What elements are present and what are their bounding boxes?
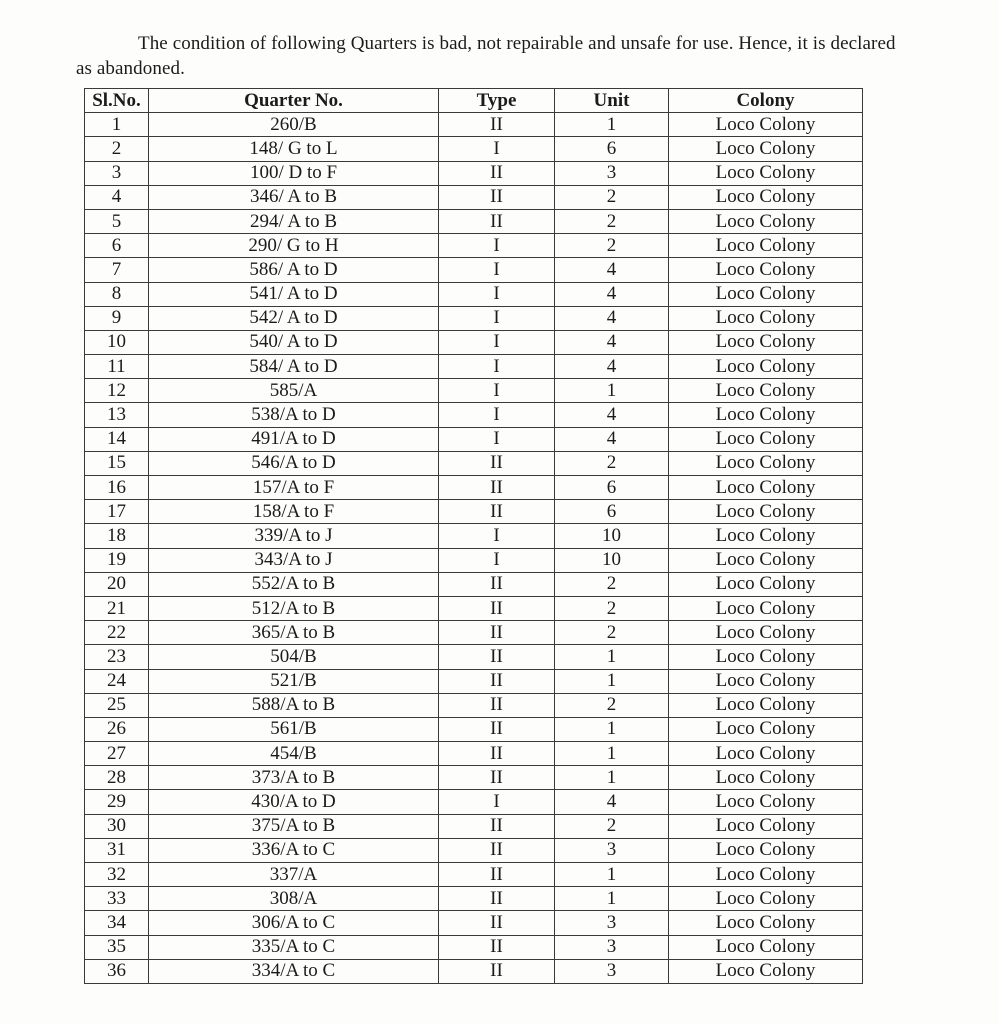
table-row [85,355,863,379]
table-row [85,476,863,500]
table-row [85,234,863,258]
cell-type: I [439,330,555,354]
cell-sl-no: 30 [85,814,149,838]
cell-quarter-no: 584/ A to D [149,355,439,379]
cell-unit: 2 [555,596,669,620]
cell-quarter-no: 375/A to B [149,814,439,838]
cell-type: I [439,355,555,379]
cell-sl-no: 25 [85,693,149,717]
cell-quarter-no: 158/A to F [149,500,439,524]
table-row [85,911,863,935]
cell-type: II [439,572,555,596]
cell-type: II [439,863,555,887]
table-row [85,863,863,887]
cell-sl-no: 33 [85,887,149,911]
cell-sl-no: 31 [85,838,149,862]
notice-paragraph: The condition of following Quarters is bad, not repairable and unsafe for use. Hence, it is declared as abandoned. [76,33,896,79]
cell-colony: Loco Colony [669,863,863,887]
cell-quarter-no: 148/ G to L [149,137,439,161]
table-row [85,742,863,766]
table-row [85,451,863,475]
table-row [85,572,863,596]
cell-type: II [439,959,555,983]
cell-type: II [439,669,555,693]
cell-colony: Loco Colony [669,669,863,693]
table-row [85,137,863,161]
cell-type: II [439,911,555,935]
cell-sl-no: 8 [85,282,149,306]
cell-unit: 2 [555,209,669,233]
table-row [85,621,863,645]
cell-quarter-no: 546/A to D [149,451,439,475]
cell-unit: 2 [555,572,669,596]
cell-sl-no: 24 [85,669,149,693]
cell-unit: 10 [555,524,669,548]
cell-quarter-no: 521/B [149,669,439,693]
cell-type: I [439,427,555,451]
cell-unit: 1 [555,717,669,741]
cell-unit: 1 [555,645,669,669]
cell-quarter-no: 512/A to B [149,596,439,620]
cell-quarter-no: 336/A to C [149,838,439,862]
cell-sl-no: 16 [85,476,149,500]
cell-quarter-no: 100/ D to F [149,161,439,185]
cell-type: II [439,476,555,500]
cell-quarter-no: 346/ A to B [149,185,439,209]
cell-colony: Loco Colony [669,838,863,862]
table-row [85,717,863,741]
cell-type: II [439,693,555,717]
cell-colony: Loco Colony [669,959,863,983]
cell-type: I [439,306,555,330]
cell-type: I [439,379,555,403]
cell-unit: 4 [555,355,669,379]
cell-sl-no: 35 [85,935,149,959]
cell-type: I [439,282,555,306]
cell-quarter-no: 334/A to C [149,959,439,983]
header-unit: Unit [555,89,669,113]
cell-quarter-no: 373/A to B [149,766,439,790]
cell-type: II [439,500,555,524]
cell-colony: Loco Colony [669,209,863,233]
cell-unit: 6 [555,476,669,500]
cell-colony: Loco Colony [669,161,863,185]
cell-sl-no: 12 [85,379,149,403]
cell-unit: 2 [555,234,669,258]
cell-colony: Loco Colony [669,258,863,282]
cell-unit: 4 [555,282,669,306]
cell-colony: Loco Colony [669,717,863,741]
cell-colony: Loco Colony [669,742,863,766]
cell-unit: 1 [555,669,669,693]
cell-unit: 4 [555,790,669,814]
cell-sl-no: 23 [85,645,149,669]
cell-colony: Loco Colony [669,137,863,161]
cell-colony: Loco Colony [669,476,863,500]
abandoned-quarters-table [84,88,863,984]
table-row [85,645,863,669]
cell-quarter-no: 588/A to B [149,693,439,717]
cell-colony: Loco Colony [669,887,863,911]
cell-type: II [439,209,555,233]
cell-sl-no: 7 [85,258,149,282]
cell-unit: 3 [555,838,669,862]
cell-type: II [439,742,555,766]
cell-colony: Loco Colony [669,500,863,524]
cell-colony: Loco Colony [669,379,863,403]
table-row [85,669,863,693]
table-row [85,596,863,620]
cell-sl-no: 11 [85,355,149,379]
table-row [85,935,863,959]
cell-colony: Loco Colony [669,790,863,814]
table-body [85,113,863,984]
table-row [85,500,863,524]
cell-unit: 3 [555,161,669,185]
cell-sl-no: 17 [85,500,149,524]
cell-colony: Loco Colony [669,185,863,209]
cell-sl-no: 28 [85,766,149,790]
cell-unit: 2 [555,185,669,209]
cell-colony: Loco Colony [669,548,863,572]
table-row [85,209,863,233]
cell-sl-no: 22 [85,621,149,645]
cell-quarter-no: 290/ G to H [149,234,439,258]
cell-sl-no: 1 [85,113,149,137]
cell-type: II [439,185,555,209]
cell-colony: Loco Colony [669,330,863,354]
cell-colony: Loco Colony [669,572,863,596]
table-row [85,524,863,548]
cell-unit: 1 [555,766,669,790]
cell-colony: Loco Colony [669,113,863,137]
cell-sl-no: 26 [85,717,149,741]
cell-colony: Loco Colony [669,766,863,790]
cell-colony: Loco Colony [669,645,863,669]
cell-sl-no: 13 [85,403,149,427]
cell-type: II [439,596,555,620]
table-row [85,113,863,137]
cell-unit: 4 [555,403,669,427]
cell-sl-no: 15 [85,451,149,475]
cell-type: II [439,766,555,790]
cell-quarter-no: 430/A to D [149,790,439,814]
cell-colony: Loco Colony [669,935,863,959]
cell-quarter-no: 491/A to D [149,427,439,451]
cell-sl-no: 18 [85,524,149,548]
cell-unit: 1 [555,863,669,887]
table-row [85,282,863,306]
header-type: Type [439,89,555,113]
cell-unit: 4 [555,258,669,282]
cell-colony: Loco Colony [669,524,863,548]
cell-sl-no: 21 [85,596,149,620]
cell-quarter-no: 540/ A to D [149,330,439,354]
cell-unit: 2 [555,451,669,475]
table-row [85,427,863,451]
cell-quarter-no: 337/A [149,863,439,887]
table-row [85,379,863,403]
table-row [85,330,863,354]
cell-quarter-no: 504/B [149,645,439,669]
cell-colony: Loco Colony [669,427,863,451]
cell-colony: Loco Colony [669,693,863,717]
cell-unit: 3 [555,959,669,983]
cell-type: II [439,814,555,838]
cell-quarter-no: 552/A to B [149,572,439,596]
cell-colony: Loco Colony [669,621,863,645]
table-row [85,838,863,862]
cell-sl-no: 10 [85,330,149,354]
cell-sl-no: 14 [85,427,149,451]
cell-sl-no: 9 [85,306,149,330]
cell-sl-no: 4 [85,185,149,209]
cell-quarter-no: 260/B [149,113,439,137]
cell-type: I [439,234,555,258]
cell-colony: Loco Colony [669,234,863,258]
cell-quarter-no: 585/A [149,379,439,403]
cell-type: II [439,621,555,645]
cell-unit: 4 [555,330,669,354]
table-row [85,887,863,911]
cell-quarter-no: 157/A to F [149,476,439,500]
cell-colony: Loco Colony [669,306,863,330]
cell-unit: 4 [555,306,669,330]
cell-quarter-no: 339/A to J [149,524,439,548]
cell-type: II [439,838,555,862]
cell-quarter-no: 365/A to B [149,621,439,645]
cell-type: II [439,161,555,185]
cell-colony: Loco Colony [669,911,863,935]
table-row [85,403,863,427]
header-sl-no: Sl.No. [85,89,149,113]
cell-sl-no: 3 [85,161,149,185]
cell-unit: 10 [555,548,669,572]
table-row [85,548,863,572]
cell-unit: 6 [555,500,669,524]
cell-quarter-no: 538/A to D [149,403,439,427]
cell-type: II [439,887,555,911]
cell-unit: 2 [555,621,669,645]
header-colony: Colony [669,89,863,113]
cell-colony: Loco Colony [669,596,863,620]
cell-quarter-no: 586/ A to D [149,258,439,282]
cell-sl-no: 2 [85,137,149,161]
cell-unit: 1 [555,113,669,137]
cell-colony: Loco Colony [669,355,863,379]
cell-unit: 4 [555,427,669,451]
cell-quarter-no: 542/ A to D [149,306,439,330]
cell-colony: Loco Colony [669,451,863,475]
cell-sl-no: 6 [85,234,149,258]
cell-sl-no: 36 [85,959,149,983]
cell-unit: 1 [555,742,669,766]
cell-sl-no: 34 [85,911,149,935]
cell-quarter-no: 335/A to C [149,935,439,959]
cell-type: II [439,717,555,741]
cell-quarter-no: 343/A to J [149,548,439,572]
table-header [85,89,863,113]
cell-quarter-no: 541/ A to D [149,282,439,306]
table-row [85,306,863,330]
cell-type: I [439,403,555,427]
header-quarter-no: Quarter No. [149,89,439,113]
cell-type: II [439,113,555,137]
cell-unit: 1 [555,887,669,911]
cell-unit: 3 [555,911,669,935]
cell-type: I [439,258,555,282]
header-row [85,89,863,113]
table-row [85,814,863,838]
table-row [85,693,863,717]
cell-sl-no: 27 [85,742,149,766]
cell-colony: Loco Colony [669,282,863,306]
cell-sl-no: 29 [85,790,149,814]
cell-type: II [439,935,555,959]
cell-sl-no: 19 [85,548,149,572]
cell-quarter-no: 454/B [149,742,439,766]
cell-quarter-no: 306/A to C [149,911,439,935]
cell-unit: 2 [555,814,669,838]
cell-quarter-no: 561/B [149,717,439,741]
cell-sl-no: 32 [85,863,149,887]
cell-unit: 3 [555,935,669,959]
table-row [85,790,863,814]
cell-quarter-no: 294/ A to B [149,209,439,233]
cell-unit: 2 [555,693,669,717]
cell-sl-no: 20 [85,572,149,596]
cell-unit: 1 [555,379,669,403]
cell-type: II [439,451,555,475]
cell-type: I [439,548,555,572]
table-row [85,258,863,282]
cell-quarter-no: 308/A [149,887,439,911]
table-row [85,959,863,983]
table-row [85,185,863,209]
table-row [85,766,863,790]
cell-type: I [439,137,555,161]
cell-colony: Loco Colony [669,814,863,838]
cell-type: II [439,645,555,669]
cell-type: I [439,524,555,548]
cell-colony: Loco Colony [669,403,863,427]
cell-type: I [439,790,555,814]
cell-sl-no: 5 [85,209,149,233]
cell-unit: 6 [555,137,669,161]
table-row [85,161,863,185]
